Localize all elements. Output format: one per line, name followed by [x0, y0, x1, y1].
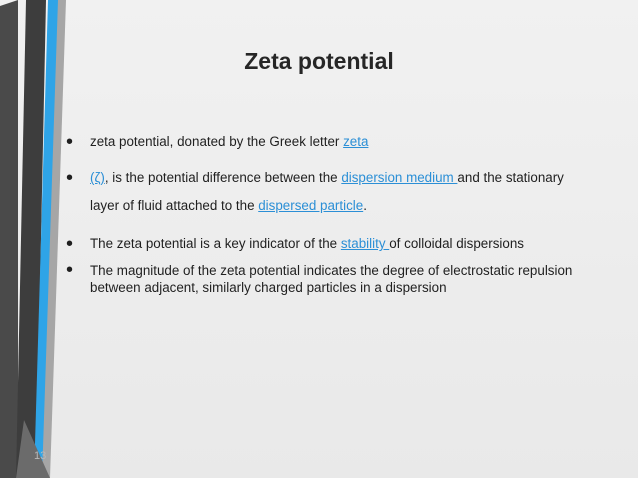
- link-stability[interactable]: stability: [340, 236, 390, 251]
- bullet-2-text-c: and the stationary layer of fluid attached to the: [90, 170, 564, 213]
- bullet-dot: •: [66, 131, 74, 153]
- bullet-item-1: [66, 128, 586, 156]
- bullet-dot: •: [66, 167, 74, 189]
- bullet-item-3: [66, 230, 586, 258]
- bullet-4-text: The magnitude of the zeta potential indicates the degree of electrostatic repulsion between adjacent, similarly charged particles in a dispersion: [90, 263, 573, 295]
- bullet-1-text: zeta potential, donated by the Greek letter: [90, 134, 344, 149]
- link-zeta-symbol[interactable]: (ζ): [90, 170, 105, 185]
- page-number: 13: [34, 450, 47, 462]
- bullet-2-text-d: .: [363, 198, 367, 213]
- slide-title: Zeta potential: [244, 48, 394, 74]
- bullet-3-text-a: The zeta potential is a key indicator of the: [90, 236, 341, 251]
- bullet-list: [66, 128, 586, 296]
- link-zeta[interactable]: zeta: [343, 134, 369, 149]
- bullet-item-4: [66, 259, 586, 296]
- bullet-dot: •: [66, 259, 74, 281]
- bullet-2-text-b: , is the potential difference between the: [104, 170, 342, 185]
- link-dispersed-particle[interactable]: dispersed particle: [258, 198, 364, 213]
- bullet-3-text-b: of colloidal dispersions: [389, 236, 524, 251]
- bullet-dot: •: [66, 233, 74, 255]
- link-dispersion-medium[interactable]: dispersion medium: [341, 170, 458, 185]
- bullet-item-2: [66, 164, 586, 220]
